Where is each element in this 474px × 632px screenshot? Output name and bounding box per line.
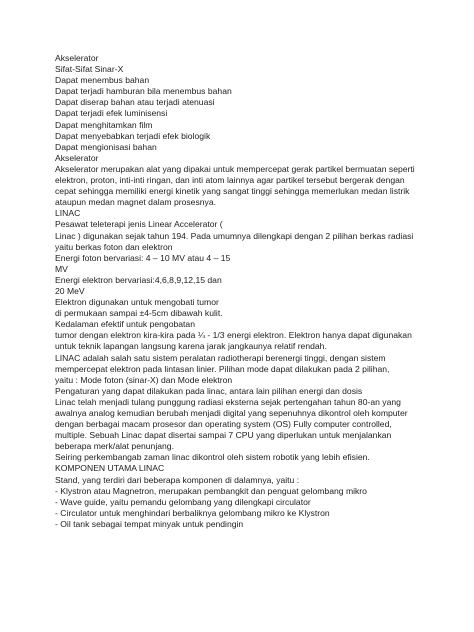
- text-line: Dapat menghitamkan film: [55, 119, 153, 130]
- text-line: dengan berbagai macam prosesor dan operating system (OS) Fully computer controlled,: [55, 419, 392, 430]
- text-line: Dapat mengionisasi bahan: [55, 141, 157, 152]
- text-line: awalnya analog kemudian berubah menjadi digital yang sepenuhnya dikontrol oleh komputer: [55, 408, 408, 418]
- text-line: Dapat terjadi hamburan bila menembus bahan: [55, 86, 232, 97]
- text-line: Linac ) digunakan sejak tahun 194. Pada umumnya dilengkapi dengan 2 pilihan berkas radiasi: [55, 230, 414, 241]
- text-line: yaitu : Mode foton (sinar-X) dan Mode elektron: [55, 374, 233, 385]
- text-line: Akselerator: [55, 53, 99, 63]
- text-line: cepat sehingga memiliki energi kinetik yang sangat tinggi sehingga memerlukan medan listrik: [55, 186, 410, 197]
- text-line: Dapat terjadi efek luminisensi: [55, 108, 168, 119]
- text-line: Energi elektron bervariasi:4,6,8,9,12,15 dan: [55, 274, 222, 285]
- text-line: di permukaan sampai ±4-5cm dibawah kulit.: [55, 308, 223, 319]
- text-line: 20 MeV: [55, 285, 85, 296]
- text-line: Pesawat teleterapi jenis Linear Accelerator (: [55, 219, 223, 230]
- text-line: multiple. Sebuah Linac dapat disertai sampai 7 CPU yang diperlukan untuk menjalankan: [55, 430, 392, 441]
- text-line: Pengaturan yang dapat dilakukan pada linac, antara lain pilihan energi dan dosis: [55, 385, 363, 396]
- text-line: KOMPONEN UTAMA LINAC: [55, 463, 165, 474]
- text-line: Dapat menembus bahan: [55, 75, 150, 86]
- text-line: Akselerator merupakan alat yang dipakai untuk mempercepat gerak partikel bermuatan seperti: [55, 163, 415, 174]
- text-line: beberapa merk/alat penunjang.: [55, 441, 174, 452]
- text-line: LINAC: [55, 208, 81, 219]
- text-line: untuk teknik lapangan langsung karena jarak jangkaunya relatif rendah.: [55, 341, 327, 352]
- text-line: Linac telah menjadi tulang punggung radiasi eksterna sejak pertengahan tahun 80-an yang: [55, 396, 401, 407]
- text-line: Seiring perkembangab zaman linac dikontrol oleh sistem robotik yang lebih efisien.: [55, 452, 370, 463]
- text-line: Sifat-Sifat Sinar-X: [55, 64, 124, 75]
- text-line: - Circulator untuk menghindari berbaliknya gelombang mikro ke Klystron: [55, 507, 330, 518]
- text-line: mempercepat elektron pada lintasan linier. Pilihan mode dapat dilakukan pada 2 pilihan,: [55, 363, 390, 374]
- text-line: - Wave guide, yaitu pemandu gelombang yang dilengkapi circulator: [55, 496, 311, 507]
- text-line: ataupun medan magnet dalam prosesnya.: [55, 197, 216, 208]
- text-line: Stand, yang terdiri dari beberapa komponen di dalamnya, yaitu :: [55, 474, 300, 485]
- text-line: LINAC adalah salah satu sistem peralatan radiotherapi berenergi tinggi, dengan sistem: [55, 352, 386, 363]
- text-line: Kedalaman efektif untuk pengobatan: [55, 319, 195, 330]
- text-line: - Oil tank sebagai tempat minyak untuk pendingin: [55, 518, 244, 529]
- text-line: Energi foton bervariasi: 4 – 10 MV atau 4 – 15: [55, 252, 231, 263]
- text-line: Dapat diserap bahan atau terjadi atenuasi: [55, 97, 215, 108]
- text-line: elektron, proton, inti-inti ringan, dan inti atom lainnya agar partikel tersebut bergerak dengan: [55, 175, 405, 186]
- text-line: tumor dengan elektron kira-kira pada ¼ - 1/3 energi elektron. Elektron hanya dapat digunakan: [55, 330, 412, 341]
- text-line: yaitu berkas foton dan elektron: [55, 241, 173, 252]
- text-line: Akselerator: [55, 152, 99, 163]
- text-line: Dapat menyebabkan terjadi efek biologik: [55, 130, 211, 141]
- text-line: MV: [55, 263, 68, 274]
- document-text: [55, 53, 465, 530]
- text-line: Elektron digunakan untuk mengobati tumor: [55, 297, 219, 308]
- text-line: - Klystron atau Magnetron, merupakan pembangkit dan penguat gelombang mikro: [55, 485, 367, 496]
